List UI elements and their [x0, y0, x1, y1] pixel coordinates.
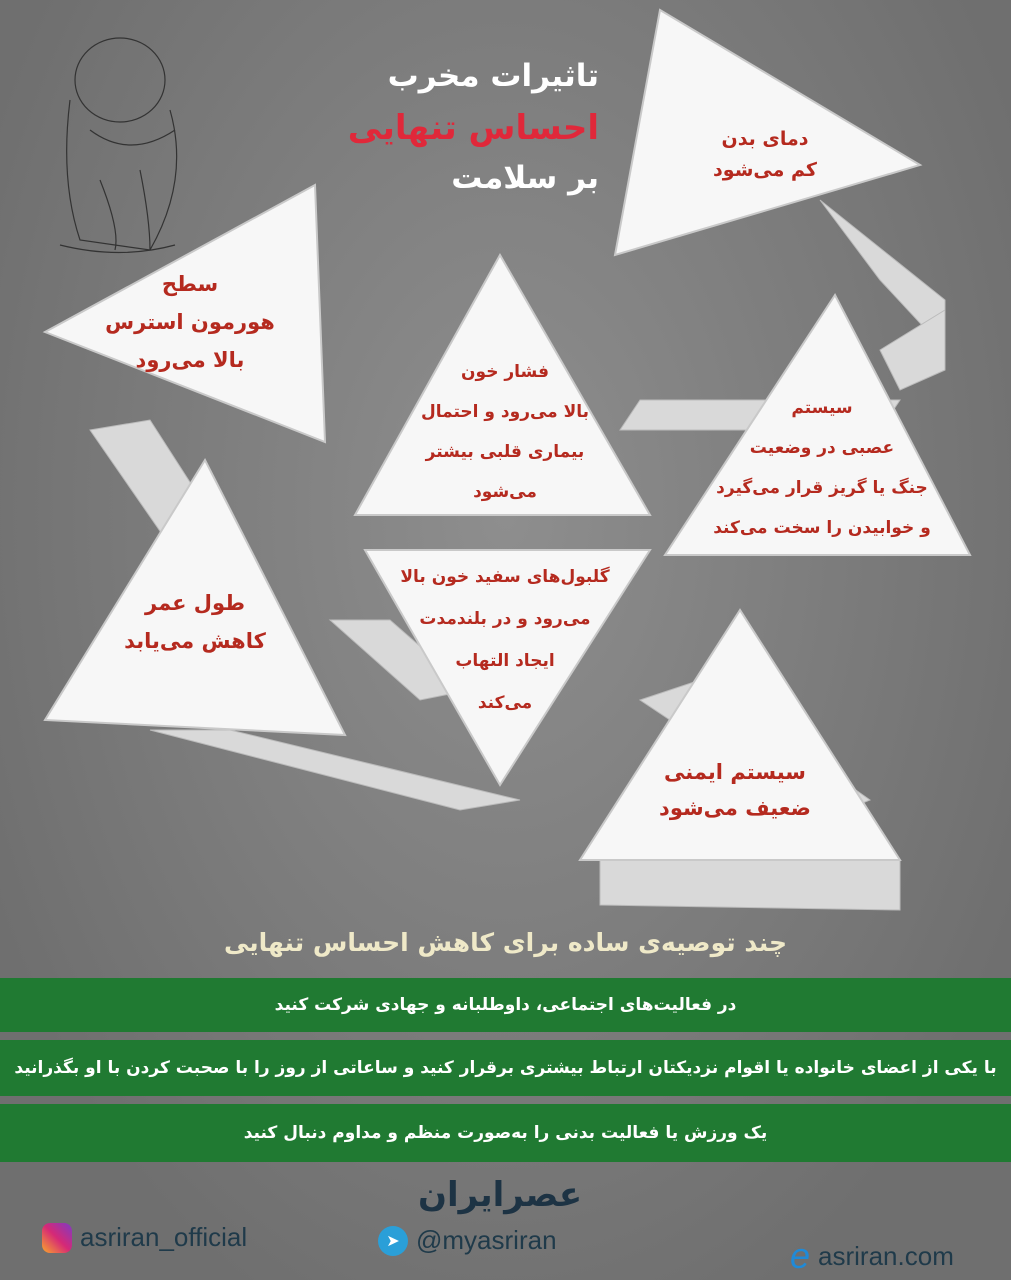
- telegram-link[interactable]: [378, 1225, 557, 1256]
- title-line-2: احساس تنهایی: [347, 108, 599, 148]
- effect-blood-pressure: فشار خون بالا می‌رود و احتمال بیماری قلبی بیشتر می‌شود: [420, 362, 590, 502]
- tips-heading: چند توصیه‌ی ساده برای کاهش احساس تنهایی: [223, 928, 788, 957]
- instagram-link[interactable]: [42, 1222, 247, 1253]
- title-line-1: تاثیرات مخرب: [387, 58, 599, 94]
- internet-explorer-icon: e: [790, 1235, 811, 1276]
- effect-stress-hormone: سطح هورمون استرس بالا می‌رود: [105, 272, 275, 372]
- telegram-handle: @myasriran: [416, 1225, 557, 1255]
- tip-item: در فعالیت‌های اجتماعی، داوطلبانه و جهادی شرکت کنید: [0, 978, 1011, 1032]
- effect-white-blood-cells: گلبول‌های سفید خون بالا می‌رود و در بلندمدت ایجاد التهاب می‌کند: [400, 567, 610, 713]
- instagram-handle: asriran_official: [80, 1222, 248, 1252]
- instagram-icon: [42, 1223, 72, 1253]
- effect-lifespan: طول عمر کاهش می‌یابد: [124, 591, 266, 653]
- title-line-3: بر سلامت: [451, 160, 599, 196]
- asriran-logo: عصرایران: [418, 1175, 583, 1215]
- sad-person-sketch-icon: [60, 38, 177, 253]
- website-link[interactable]: [790, 1235, 954, 1277]
- effect-body-temperature: دمای بدن کم می‌شود: [713, 128, 817, 181]
- tip-item: با یکی از اعضای خانواده یا اقوام نزدیکتان ارتباط بیشتری برقرار کنید و ساعاتی از روز را با صحبت کردن با او بگذرانید: [0, 1040, 1011, 1096]
- effect-nervous-system: سیستم عصبی در وضعیت جنگ یا گریز قرار می‌گیرد و خوابیدن را سخت می‌کند: [713, 398, 931, 538]
- tip-item: یک ورزش یا فعالیت بدنی را به‌صورت منظم و مداوم دنبال کنید: [0, 1104, 1011, 1162]
- website-url: asriran.com: [818, 1240, 954, 1271]
- effect-immune-system: سیستم ایمنی ضعیف می‌شود: [659, 760, 811, 820]
- telegram-icon: ➤: [378, 1226, 408, 1256]
